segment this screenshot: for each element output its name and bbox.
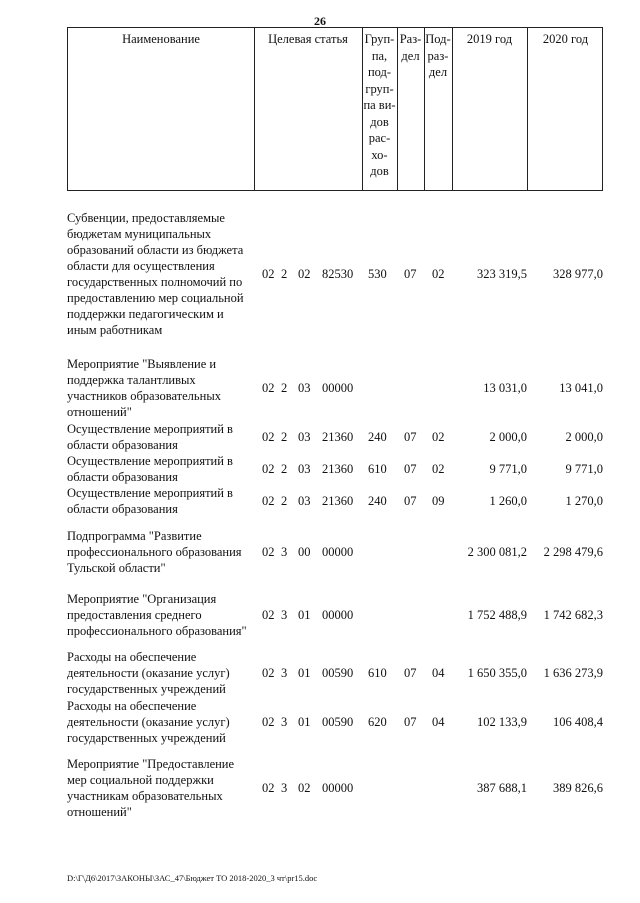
value-2020: 13 041,0	[559, 381, 603, 395]
direction-code: 00590	[322, 715, 354, 729]
subsection-code: 04	[432, 715, 445, 729]
expense-group: 620	[368, 715, 387, 729]
value-2019: 9 771,0	[489, 462, 527, 476]
value-2020: 328 977,0	[553, 267, 603, 281]
subprogram-code: 2	[281, 381, 288, 395]
expense-group: 610	[368, 666, 387, 680]
program-code: 02	[262, 494, 275, 508]
activity-code: 00	[298, 545, 311, 559]
direction-code: 21360	[322, 430, 354, 444]
subsection-code: 02	[432, 267, 445, 281]
header-target: Целевая статья	[268, 32, 348, 46]
subprogram-code: 3	[281, 666, 288, 680]
header-group: Груп- па, под- груп- па ви- дов рас- хо- дов	[363, 32, 396, 178]
subprogram-code: 3	[281, 545, 288, 559]
row-name: Осуществление мероприятий в области образования	[67, 454, 233, 484]
activity-code: 01	[298, 715, 311, 729]
activity-code: 01	[298, 666, 311, 680]
program-code: 02	[262, 666, 275, 680]
expense-group: 240	[368, 430, 387, 444]
subprogram-code: 3	[281, 608, 288, 622]
program-code: 02	[262, 267, 275, 281]
value-2020: 9 771,0	[565, 462, 603, 476]
activity-code: 01	[298, 608, 311, 622]
row-name: Подпрограмма "Развитие профессионального образования Тульской области"	[67, 529, 242, 575]
header-subsection: Под- раз- дел	[425, 32, 451, 79]
header-2019: 2019 год	[466, 32, 513, 46]
section-code: 07	[404, 715, 417, 729]
value-2020: 2 298 479,6	[543, 545, 603, 559]
row-name: Субвенции, предоставляемые бюджетам муниципальных образований области из бюджета области для осуществления государственных полномочий по предоставлению мер социальной поддержки педагогическим и иным работникам	[67, 211, 244, 337]
subprogram-code: 3	[281, 781, 288, 795]
direction-code: 21360	[322, 494, 354, 508]
program-code: 02	[262, 545, 275, 559]
activity-code: 03	[298, 430, 311, 444]
activity-code: 02	[298, 267, 311, 281]
section-code: 07	[404, 666, 417, 680]
direction-code: 00590	[322, 666, 354, 680]
value-2020: 1 270,0	[565, 494, 603, 508]
value-2019: 1 752 488,9	[467, 608, 527, 622]
subsection-code: 02	[432, 462, 445, 476]
value-2019: 1 650 355,0	[467, 666, 527, 680]
value-2019: 2 000,0	[489, 430, 527, 444]
activity-code: 03	[298, 494, 311, 508]
value-2019: 102 133,9	[477, 715, 527, 729]
activity-code: 03	[298, 462, 311, 476]
program-code: 02	[262, 381, 275, 395]
header-2020: 2020 год	[542, 32, 589, 46]
table-header	[67, 27, 603, 191]
direction-code: 82530	[322, 267, 354, 281]
direction-code: 21360	[322, 462, 354, 476]
program-code: 02	[262, 430, 275, 444]
program-code: 02	[262, 608, 275, 622]
section-code: 07	[404, 494, 417, 508]
expense-group: 240	[368, 494, 387, 508]
value-2019: 323 319,5	[477, 267, 527, 281]
value-2019: 1 260,0	[489, 494, 527, 508]
program-code: 02	[262, 781, 275, 795]
subprogram-code: 2	[281, 462, 288, 476]
direction-code: 00000	[322, 545, 354, 559]
value-2020: 106 408,4	[553, 715, 603, 729]
direction-code: 00000	[322, 781, 354, 795]
value-2020: 389 826,6	[553, 781, 603, 795]
value-2020: 1 636 273,9	[543, 666, 603, 680]
value-2019: 13 031,0	[483, 381, 527, 395]
subprogram-code: 2	[281, 267, 288, 281]
footer-file-path: D:\Г\Д6\2017\ЗАКОНЫ\ЗАС_47\Бюджет ТО 2018-2020_3 чт\pr15.doc	[67, 873, 318, 883]
activity-code: 02	[298, 781, 311, 795]
value-2019: 2 300 081,2	[467, 545, 527, 559]
subsection-code: 09	[432, 494, 445, 508]
subprogram-code: 3	[281, 715, 288, 729]
direction-code: 00000	[322, 381, 354, 395]
value-2020: 1 742 682,3	[543, 608, 603, 622]
row-name: Мероприятие "Предоставление мер социальной поддержки участникам образовательных отношений"	[67, 757, 235, 819]
program-code: 02	[262, 715, 275, 729]
row-name: Мероприятие "Организация предоставления среднего профессионального образования"	[67, 592, 247, 638]
row-name: Осуществление мероприятий в области образования	[67, 422, 233, 452]
page-number: 26	[314, 14, 326, 28]
value-2020: 2 000,0	[565, 430, 603, 444]
header-name: Наименование	[122, 32, 200, 46]
program-code: 02	[262, 462, 275, 476]
subprogram-code: 2	[281, 430, 288, 444]
expense-group: 610	[368, 462, 387, 476]
row-name: Осуществление мероприятий в области образования	[67, 486, 233, 516]
subprogram-code: 2	[281, 494, 288, 508]
row-name: Расходы на обеспечение деятельности (оказание услуг) государственных учреждений	[67, 650, 230, 696]
direction-code: 00000	[322, 608, 354, 622]
row-name: Расходы на обеспечение деятельности (оказание услуг) государственных учреждений	[67, 699, 230, 745]
activity-code: 03	[298, 381, 311, 395]
expense-group: 530	[368, 267, 387, 281]
section-code: 07	[404, 430, 417, 444]
subsection-code: 04	[432, 666, 445, 680]
section-code: 07	[404, 462, 417, 476]
subsection-code: 02	[432, 430, 445, 444]
section-code: 07	[404, 267, 417, 281]
row-name: Мероприятие "Выявление и поддержка талантливых участников образовательных отношений"	[67, 357, 221, 419]
value-2019: 387 688,1	[477, 781, 527, 795]
header-section: Раз- дел	[399, 32, 422, 63]
